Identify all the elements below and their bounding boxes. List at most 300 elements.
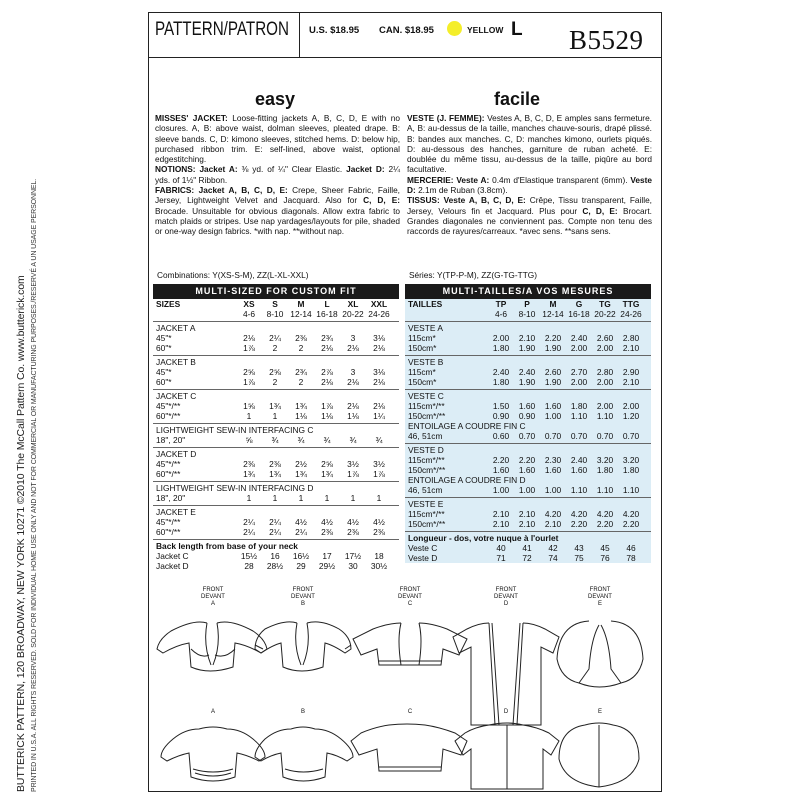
table-cell: 1 [272, 493, 278, 503]
table-cell: 2.40 [492, 367, 510, 377]
table-cell: 1.60 [518, 465, 536, 475]
table-cell: 2¼ [295, 527, 307, 537]
yardage-table-english [153, 284, 399, 571]
table-cell: 2¼ [243, 517, 255, 527]
pattern-number: B5529 [569, 25, 644, 55]
table-cell: 2.10 [518, 333, 536, 343]
table-row [405, 367, 651, 377]
row-label: ENTOILAGE A COUDRE FIN D [408, 475, 526, 485]
table-row [405, 411, 651, 421]
table-cell: 24-26 [620, 309, 642, 319]
row-label: 115cm* [408, 367, 436, 377]
table-cell: 2.00 [492, 333, 510, 343]
table-cell: 1.00 [544, 485, 562, 495]
header-rule [149, 57, 661, 58]
table-cell: 2.40 [570, 333, 588, 343]
table-row [153, 493, 399, 503]
body-text: Brocade. Unsuitable for obvious diagonals. Allow extra fabric to match plaids or stripes. Use nap yardages/layouts for pile, shaded or one-way design fabrics. *with nap. **without nap. [155, 205, 400, 237]
front-view-label: FRONT DEVANT C [398, 587, 422, 607]
table-cell: 4-6 [242, 309, 256, 319]
table-cell: 12-14 [290, 309, 312, 319]
back-view-label: B [300, 709, 305, 715]
table-cell: 24-26 [368, 309, 390, 319]
body-text: 2¼ yds. of 1½" Ribbon. [155, 164, 400, 185]
table-cell: 1.90 [518, 377, 536, 387]
description-paragraph [407, 175, 652, 196]
table-row [153, 343, 399, 353]
table-cell: P [524, 299, 530, 309]
table-cell: 1¾ [321, 469, 333, 479]
table-row [153, 401, 399, 411]
row-label: JACKET A [156, 323, 196, 333]
table-separator [405, 531, 651, 532]
table-cell: 2.00 [570, 377, 588, 387]
table-cell: 3⅛ [373, 333, 385, 343]
table-cell: 1¾ [295, 401, 307, 411]
table-cell: 4½ [373, 517, 385, 527]
row-label: 60"*/** [156, 469, 181, 479]
row-label: Jacket D [156, 561, 189, 571]
row-label: Back length from base of your neck [156, 541, 298, 551]
table-cell: 1.60 [492, 465, 510, 475]
table-cell: 0.90 [518, 411, 536, 421]
table-cell: 43 [574, 543, 584, 553]
row-label: 115cm* [408, 333, 436, 343]
table-cell: 2.10 [492, 509, 510, 519]
table-row [405, 455, 651, 465]
table-cell: ¾ [323, 435, 331, 445]
table-cell: M [297, 299, 305, 309]
description-paragraph [407, 195, 652, 236]
table-cell: 2.70 [570, 367, 588, 377]
bold-label: Veste D: [407, 174, 653, 196]
table-cell: TP [495, 299, 507, 309]
table-cell: 2⅝ [269, 367, 281, 377]
table-cell: 8-10 [518, 309, 536, 319]
row-label: JACKET C [156, 391, 197, 401]
table-cell: 1⅛ [321, 411, 333, 421]
table-cell: 8-10 [266, 309, 284, 319]
back-view-label: C [407, 709, 413, 715]
table-cell: 2.20 [518, 455, 536, 465]
row-label: 150cm*/** [408, 465, 446, 475]
row-label: LIGHTWEIGHT SEW-IN INTERFACING D [156, 483, 314, 493]
table-cell: ¾ [349, 435, 357, 445]
table-cell: 1⅞ [243, 343, 255, 353]
table-cell: 41 [522, 543, 532, 553]
description-english [155, 113, 400, 237]
table-row [153, 483, 399, 493]
table-cell: 2.90 [622, 367, 640, 377]
table-cell: 1 [376, 493, 382, 503]
row-label: LIGHTWEIGHT SEW-IN INTERFACING C [156, 425, 314, 435]
table-cell: 1¾ [243, 469, 255, 479]
table-cell: 0.70 [570, 431, 588, 441]
table-cell: 46 [626, 543, 636, 553]
spine-text: BUTTERICK PATTERN, 120 BROADWAY, NEW YORK 10271 ©2010 The McCall Pattern Co. www.butterick.com [15, 275, 27, 792]
table-cell: 3½ [373, 459, 385, 469]
table-row [153, 411, 399, 421]
table-cell: 2¼ [269, 517, 281, 527]
table-cell: 4.20 [596, 509, 614, 519]
table-cell: 1.10 [622, 485, 640, 495]
table-cell: 4-6 [494, 309, 508, 319]
row-label: JACKET D [156, 449, 197, 459]
table-cell: 75 [574, 553, 584, 563]
row-label: VESTE A [408, 323, 443, 333]
front-view-label: FRONT DEVANT D [494, 587, 518, 607]
row-label: 60"*/** [156, 411, 181, 421]
table-row [405, 543, 651, 553]
table-row [405, 309, 651, 319]
brand-label: PATTERN/PATRON [155, 19, 289, 40]
table-body [153, 299, 399, 571]
table-separator [153, 423, 399, 424]
row-label: Jacket C [156, 551, 189, 561]
table-cell: 3.20 [596, 455, 614, 465]
back-view-label: E [597, 709, 602, 715]
table-cell: 28½ [266, 561, 284, 571]
bold-label: FABRICS: Jacket A, B, C, D, E: [155, 185, 288, 196]
bold-label: C, D, E: [582, 205, 618, 216]
table-cell: 1⅛ [295, 411, 307, 421]
table-cell: 16 [270, 551, 280, 561]
table-row [153, 333, 399, 343]
table-cell: 1¼ [373, 411, 385, 421]
table-cell: 2⅛ [373, 401, 385, 411]
table-row [153, 507, 399, 517]
table-cell: 2⅜ [347, 527, 359, 537]
table-cell: 2⅜ [373, 527, 385, 537]
table-cell: 18 [374, 551, 384, 561]
table-cell: 1.00 [544, 411, 562, 421]
back-view-label: D [503, 709, 509, 715]
table-cell: 2.00 [570, 343, 588, 353]
color-dot-icon [447, 21, 462, 36]
table-cell: 1¾ [295, 469, 307, 479]
table-cell: 2.10 [492, 519, 510, 529]
table-separator [153, 481, 399, 482]
body-text: ⅜ yd. of ¼" Clear Elastic. [237, 164, 347, 175]
table-cell: 2.10 [622, 343, 640, 353]
table-cell: XL [347, 299, 359, 309]
table-cell: TG [599, 299, 611, 309]
table-cell: 3 [350, 333, 356, 343]
table-row [405, 533, 651, 543]
table-cell: 1 [246, 493, 252, 503]
table-cell: 12-14 [542, 309, 564, 319]
table-cell: 0.70 [596, 431, 614, 441]
table-cell: 2.80 [622, 333, 640, 343]
table-cell: 2.20 [492, 455, 510, 465]
body-text: 0.4m d'Elastique transparent (6mm). [489, 174, 631, 185]
table-row [405, 421, 651, 431]
table-cell: 1⅞ [321, 401, 333, 411]
table-cell: 17 [322, 551, 332, 561]
table-cell: 1.50 [492, 401, 510, 411]
bold-label: MERCERIE: Veste A: [407, 174, 490, 185]
table-row [153, 449, 399, 459]
color-name: YELLOW [467, 25, 504, 35]
bold-label: VESTE (J. FEMME): [407, 113, 485, 123]
table-cell: 2⅜ [321, 527, 333, 537]
row-label: VESTE E [408, 499, 444, 509]
row-label: 60"* [156, 343, 172, 353]
header-divider [299, 13, 300, 57]
jacket-a-back-drawing [161, 727, 265, 781]
row-label: 46, 51cm [408, 431, 443, 441]
row-label: 150cm* [408, 377, 437, 387]
table-cell: 1.60 [544, 465, 562, 475]
table-cell: 2.10 [518, 519, 536, 529]
table-row [405, 323, 651, 333]
table-cell: 2⅜ [295, 333, 307, 343]
table-cell: 1⅛ [347, 411, 359, 421]
table-cell: 2.80 [596, 367, 614, 377]
table-cell: 1.80 [596, 465, 614, 475]
table-cell: 40 [496, 543, 506, 553]
description-paragraph [155, 164, 400, 185]
table-row [405, 391, 651, 401]
body-text: Brocart. Grandes diagonales ne conviennent pas. Compte non tenu des raccords de rayures/carreaux. *avec sens. **sans sens. [407, 205, 652, 237]
table-cell: 2.40 [518, 367, 536, 377]
table-row [153, 367, 399, 377]
table-cell: 1⅞ [347, 469, 359, 479]
row-label: 18", 20" [156, 435, 186, 445]
table-separator [405, 355, 651, 356]
table-row [405, 431, 651, 441]
row-label: 45"* [156, 333, 172, 343]
row-label: 115cm*/** [408, 401, 445, 411]
table-cell: 2.20 [596, 519, 614, 529]
table-cell: 1.80 [492, 377, 510, 387]
table-cell: 2⅞ [321, 367, 333, 377]
table-cell: 1.90 [544, 343, 562, 353]
bold-label: C, D, E: [363, 195, 400, 206]
row-label: 115cm*/** [408, 455, 445, 465]
table-cell: 29 [296, 561, 306, 571]
table-cell: 3⅛ [373, 367, 385, 377]
table-cell: 1.90 [518, 343, 536, 353]
table-row [153, 377, 399, 387]
table-cell: 2⅜ [243, 459, 255, 469]
body-text: Loose-fitting jackets A, B, C, D, E with no closures. A, B: above waist, dolman sleeves, pleated drape. B: sleeve bands. C, D: kimono sleeves, stitched hems. D: below hip, purchased ribbon trim. E: self-lined, above waist, optional edgestitching. [155, 113, 400, 165]
table-cell: 2.00 [596, 377, 614, 387]
table-cell: 4.20 [570, 509, 588, 519]
row-label: 46, 51cm [408, 485, 443, 495]
table-cell: 2.10 [622, 377, 640, 387]
table-cell: 1 [272, 411, 278, 421]
table-cell: 29½ [318, 561, 336, 571]
table-row [405, 475, 651, 485]
table-cell: 74 [548, 553, 558, 563]
table-row [405, 553, 651, 563]
bold-label: TISSUS: Veste A, B, C, D, E: [407, 195, 526, 206]
row-label: VESTE D [408, 445, 444, 455]
table-cell: 0.70 [544, 431, 562, 441]
table-separator [153, 505, 399, 506]
table-cell: 1.10 [570, 485, 588, 495]
row-label: 150cm* [408, 343, 437, 353]
price-us: U.S. $18.95 [309, 25, 360, 36]
table-cell: 30½ [370, 561, 388, 571]
table-separator [153, 539, 399, 540]
table-cell: 78 [626, 553, 636, 563]
front-view-label: FRONT DEVANT B [291, 587, 315, 607]
table-cell: L [324, 299, 330, 309]
table-cell: 2.20 [570, 519, 588, 529]
table-cell: XS [243, 299, 255, 309]
combinations-french: Séries: Y(TP-P-M), ZZ(G-TG-TTG) [409, 270, 537, 280]
table-cell: 4½ [347, 517, 359, 527]
table-separator [153, 389, 399, 390]
table-row [405, 499, 651, 509]
table-cell: 1.60 [544, 401, 562, 411]
table-cell: 2.30 [544, 455, 562, 465]
table-cell: 2.20 [622, 519, 640, 529]
table-cell: 2⅛ [243, 333, 255, 343]
table-cell: 3.20 [622, 455, 640, 465]
price-can: CAN. $18.95 [379, 25, 434, 36]
size-letter: L [511, 19, 523, 40]
table-header: MULTI-SIZED FOR CUSTOM FIT [153, 284, 399, 299]
table-cell: 2⅛ [373, 377, 385, 387]
row-label: 18", 20" [156, 493, 186, 503]
body-text: Crêpe, Tissu transparent, Faille, Jersey, Velours fin et Jacquard. Plus pour [407, 195, 652, 216]
table-row [405, 465, 651, 475]
front-view-label: FRONT DEVANT E [588, 587, 612, 607]
table-cell: 2 [298, 343, 304, 353]
table-cell: 2.40 [570, 455, 588, 465]
jacket-a-front-drawing [157, 622, 267, 671]
bold-label: MISSES' JACKET: [155, 113, 228, 123]
line-drawings [149, 579, 661, 791]
row-label: SIZES [156, 299, 181, 309]
table-separator [153, 447, 399, 448]
table-cell: 2¾ [295, 367, 307, 377]
jacket-e-front-drawing [557, 621, 643, 687]
title-french: facile [494, 89, 541, 109]
table-cell: 1.80 [622, 465, 640, 475]
front-view-label: FRONT DEVANT A [201, 587, 225, 607]
table-cell: 1.90 [544, 377, 562, 387]
row-label: VESTE B [408, 357, 444, 367]
table-cell: ¾ [375, 435, 383, 445]
table-cell: 20-22 [342, 309, 364, 319]
jacket-drawings-svg [149, 579, 661, 791]
title-english: easy [255, 89, 296, 109]
table-separator [405, 443, 651, 444]
row-label: Veste D [408, 553, 438, 563]
table-cell: 2.00 [622, 401, 640, 411]
jacket-d-back-drawing [455, 723, 559, 789]
table-cell: 2.00 [596, 401, 614, 411]
jacket-b-back-drawing [255, 727, 353, 781]
row-label: Veste C [408, 543, 438, 553]
table-cell: 16-18 [316, 309, 338, 319]
table-separator [405, 497, 651, 498]
table-cell: ¾ [297, 435, 305, 445]
table-row [405, 299, 651, 309]
table-cell: 2.10 [544, 519, 562, 529]
table-cell: 0.70 [518, 431, 536, 441]
table-separator [153, 321, 399, 322]
table-cell: 16½ [292, 551, 310, 561]
table-row [153, 299, 399, 309]
table-cell: 20-22 [594, 309, 616, 319]
table-cell: 2 [272, 377, 278, 387]
table-cell: ⅝ [245, 435, 253, 445]
table-cell: 42 [548, 543, 558, 553]
row-label: 45"*/** [156, 517, 181, 527]
table-cell: 1.20 [622, 411, 640, 421]
table-row [153, 561, 399, 571]
table-cell: 4½ [295, 517, 307, 527]
table-row [153, 309, 399, 319]
table-cell: 16-18 [568, 309, 590, 319]
row-label: Longueur - dos, votre nuque à l'ourlet [408, 533, 559, 543]
jacket-b-front-drawing [255, 622, 351, 671]
table-cell: 2.00 [596, 343, 614, 353]
table-cell: S [272, 299, 278, 309]
table-cell: M [549, 299, 557, 309]
table-row [405, 485, 651, 495]
table-cell: 2.20 [544, 333, 562, 343]
row-label: ENTOILAGE A COUDRE FIN C [408, 421, 526, 431]
table-cell: 2¼ [243, 527, 255, 537]
table-cell: 2.60 [544, 367, 562, 377]
table-cell: 1 [246, 411, 252, 421]
table-cell: 2¼ [269, 527, 281, 537]
table-cell: 2½ [295, 459, 307, 469]
table-cell: 1.80 [492, 343, 510, 353]
table-cell: ¾ [271, 435, 279, 445]
table-cell: 2.10 [518, 509, 536, 519]
table-cell: 2⅛ [321, 377, 333, 387]
table-cell: 1 [298, 493, 304, 503]
table-row [405, 519, 651, 529]
table-cell: 15½ [240, 551, 258, 561]
table-cell: 2⅛ [347, 343, 359, 353]
table-cell: 2⅛ [373, 343, 385, 353]
row-label: 115cm*/** [408, 509, 445, 519]
description-paragraph [155, 185, 400, 236]
table-row [405, 343, 651, 353]
table-row [153, 357, 399, 367]
table-cell: 2⅛ [321, 343, 333, 353]
table-row [405, 445, 651, 455]
table-cell: 3 [350, 367, 356, 377]
table-row [153, 527, 399, 537]
table-body [405, 299, 651, 563]
table-cell: 2 [272, 343, 278, 353]
bold-label: Jacket D: [346, 164, 385, 175]
table-row [405, 401, 651, 411]
table-cell: 1.10 [570, 411, 588, 421]
table-cell: 2⅛ [347, 377, 359, 387]
row-label: 45"*/** [156, 401, 181, 411]
table-cell: 4½ [321, 517, 333, 527]
jacket-c-back-drawing [351, 724, 467, 771]
table-cell: 2.60 [596, 333, 614, 343]
table-cell: 1.60 [570, 465, 588, 475]
table-cell: 17½ [344, 551, 362, 561]
table-cell: 2¼ [269, 333, 281, 343]
row-label: JACKET E [156, 507, 196, 517]
description-paragraph [155, 113, 400, 164]
yardage-table-french [405, 284, 651, 563]
table-cell: 0.70 [622, 431, 640, 441]
